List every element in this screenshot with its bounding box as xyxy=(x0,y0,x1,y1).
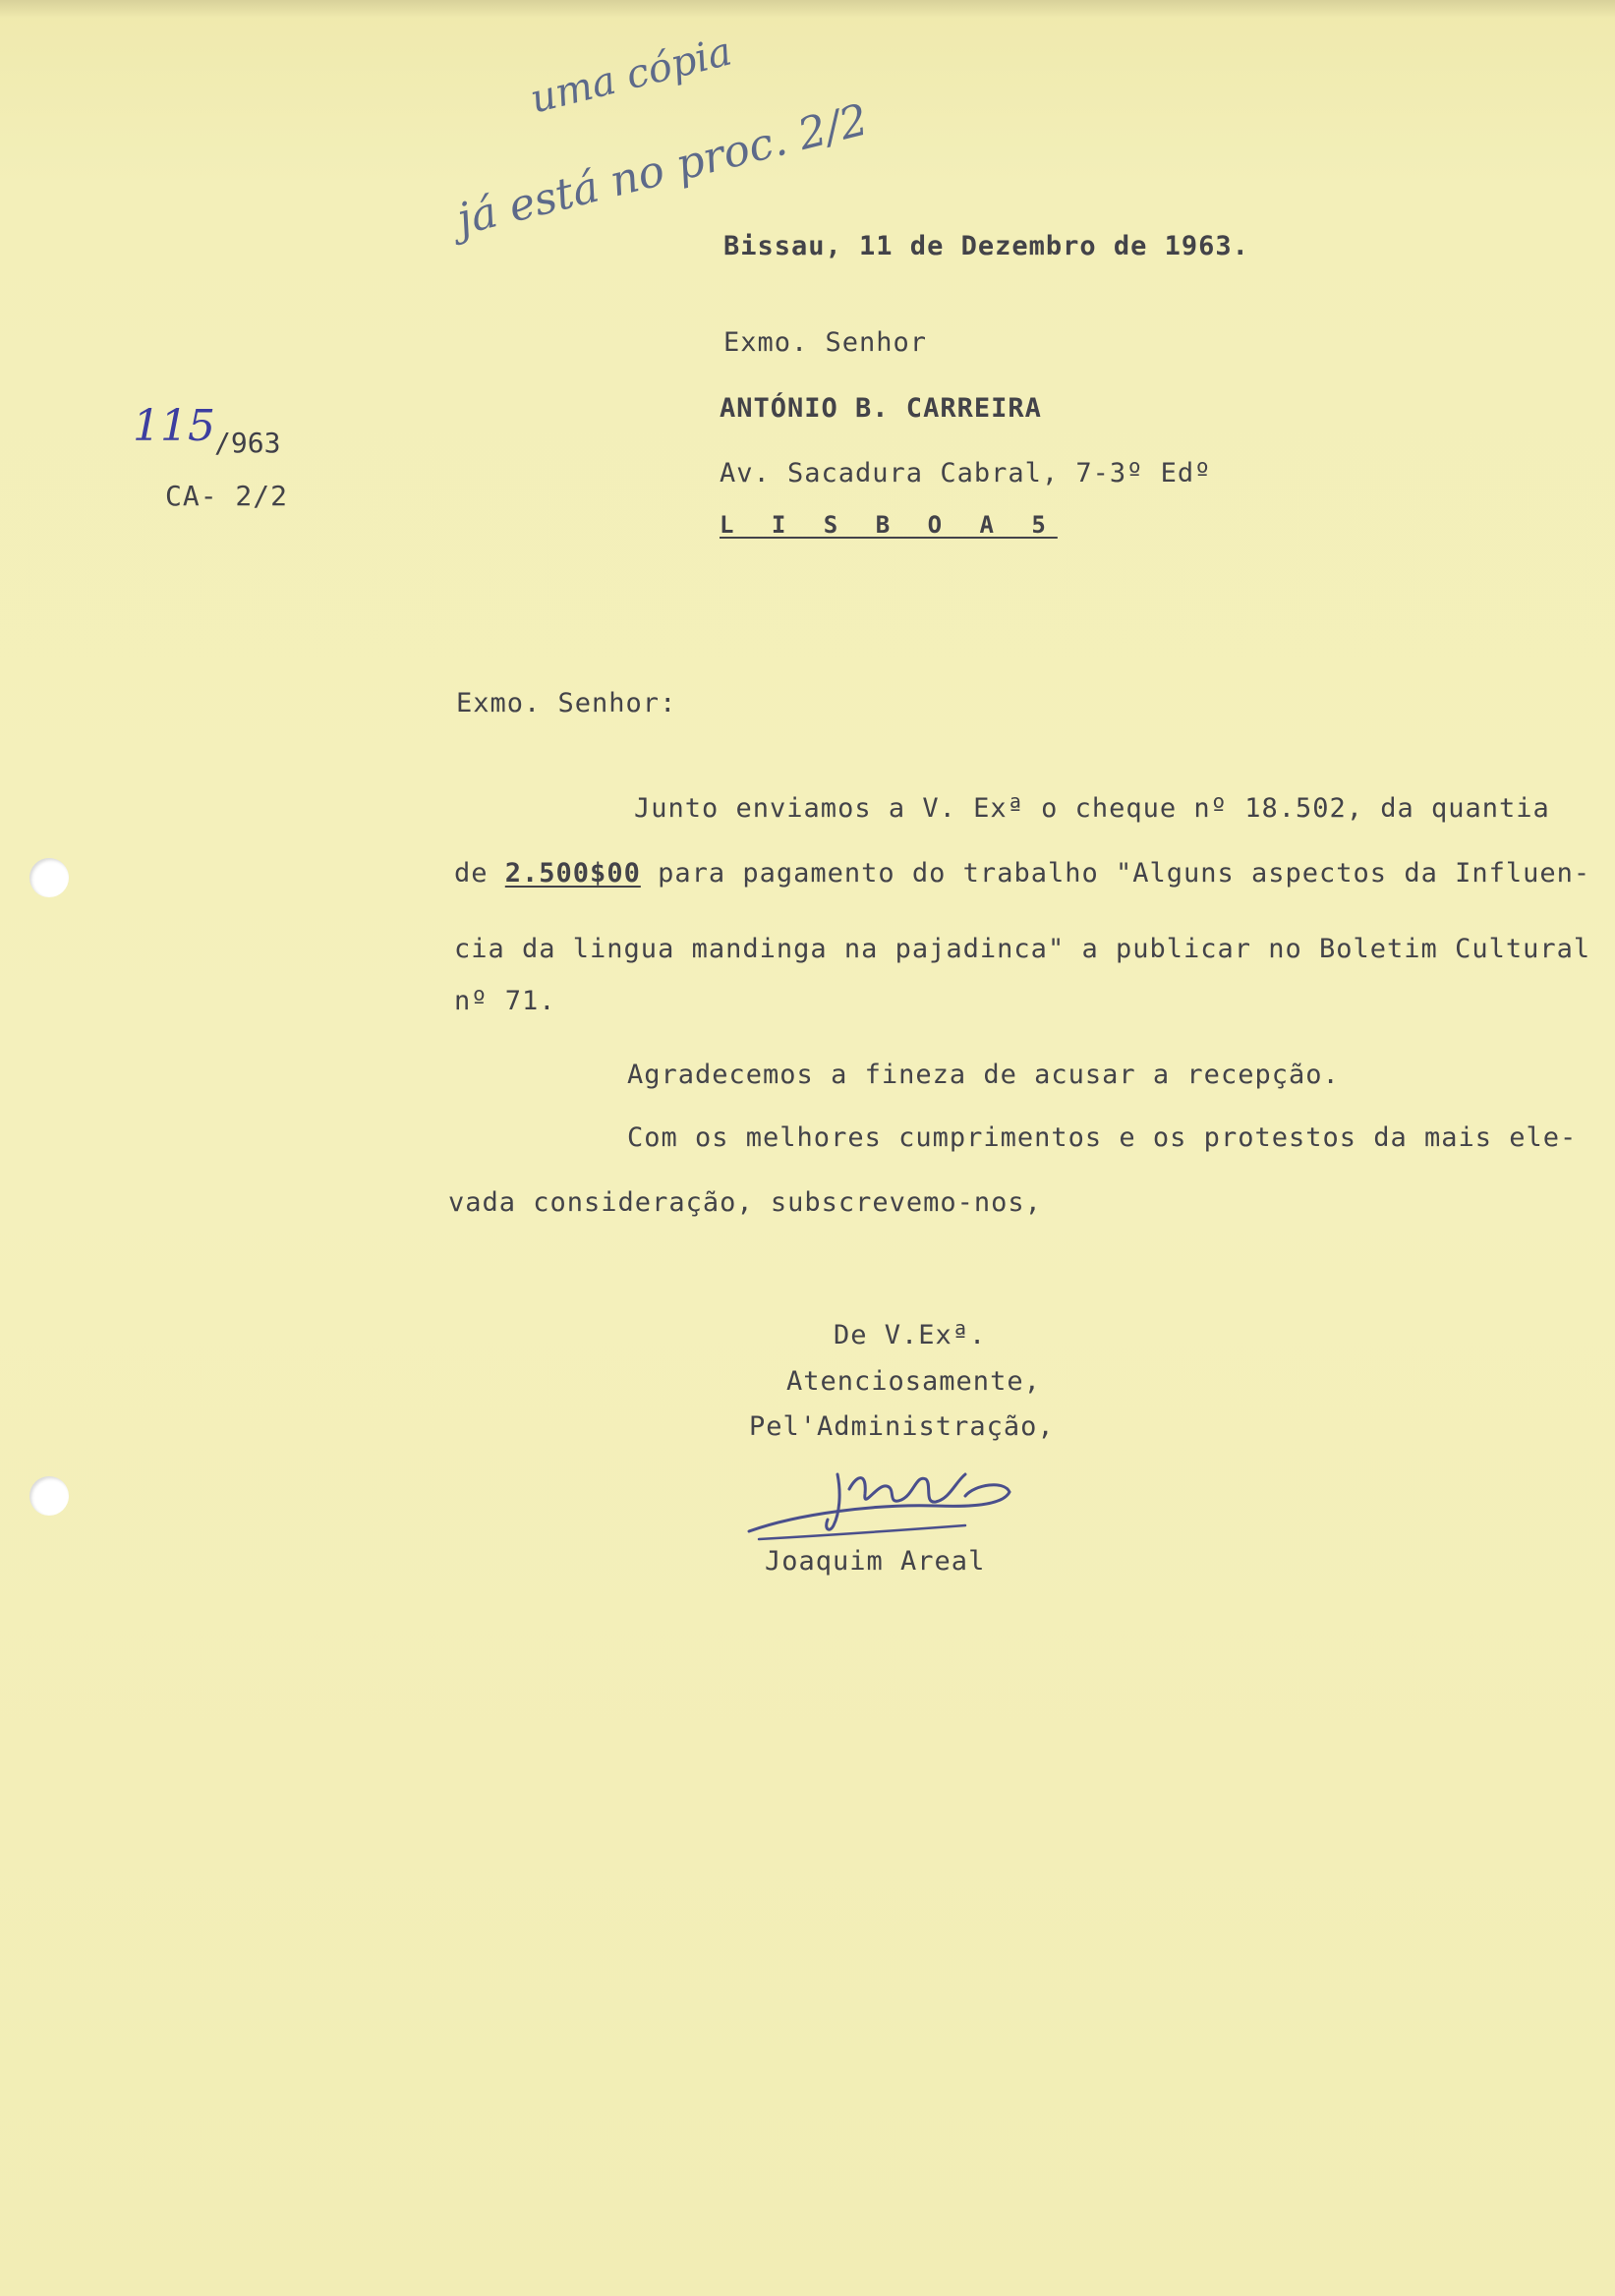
closing-line3: Pel'Administração, xyxy=(749,1411,1055,1442)
body-p3-line2: vada consideração, subscrevemo-nos, xyxy=(448,1187,1042,1218)
recipient-city: L I S B O A 5 xyxy=(720,511,1058,539)
punch-hole-bottom xyxy=(29,1476,69,1516)
page-top-shadow xyxy=(0,0,1615,18)
reference-year: /963 xyxy=(214,427,281,459)
punch-hole-top xyxy=(29,858,69,897)
cheque-amount: 2.500$00 xyxy=(504,858,641,889)
handwritten-annotation-line1: uma cópia xyxy=(526,29,736,123)
closing-line2: Atenciosamente, xyxy=(786,1366,1041,1397)
reference-number: 115 xyxy=(133,401,215,451)
body-p1-line3: cia da lingua mandinga na pajadinca" a publicar no Boletim Cultural xyxy=(454,934,1591,964)
body-p1-line2-post: para pagamento do trabalho "Alguns aspectos da Influen- xyxy=(640,858,1591,889)
recipient-address: Av. Sacadura Cabral, 7-3º Edº xyxy=(720,458,1212,488)
body-p1-line1: Junto enviamos a V. Exª o cheque nº 18.502, da quantia xyxy=(634,793,1550,824)
body-p3-line1: Com os melhores cumprimentos e os protestos da mais ele- xyxy=(627,1122,1578,1153)
recipient-salutation: Exmo. Senhor xyxy=(723,327,928,358)
closing-line1: De V.Exª. xyxy=(834,1320,987,1350)
handwritten-annotation-line2: já está no proc. 2/2 xyxy=(452,94,873,246)
signature-scribble xyxy=(739,1445,1024,1553)
greeting: Exmo. Senhor: xyxy=(456,688,677,718)
body-p2: Agradecemos a fineza de acusar a recepção. xyxy=(627,1060,1340,1090)
body-p1-line4: nº 71. xyxy=(454,986,556,1016)
date-line: Bissau, 11 de Dezembro de 1963. xyxy=(723,231,1249,261)
reference-code: CA- 2/2 xyxy=(165,480,289,512)
body-p1-line2 xyxy=(454,858,1590,889)
recipient-name: ANTÓNIO B. CARREIRA xyxy=(720,393,1042,424)
signer-name: Joaquim Areal xyxy=(765,1546,986,1577)
body-p1-line2-pre: de xyxy=(454,858,505,889)
